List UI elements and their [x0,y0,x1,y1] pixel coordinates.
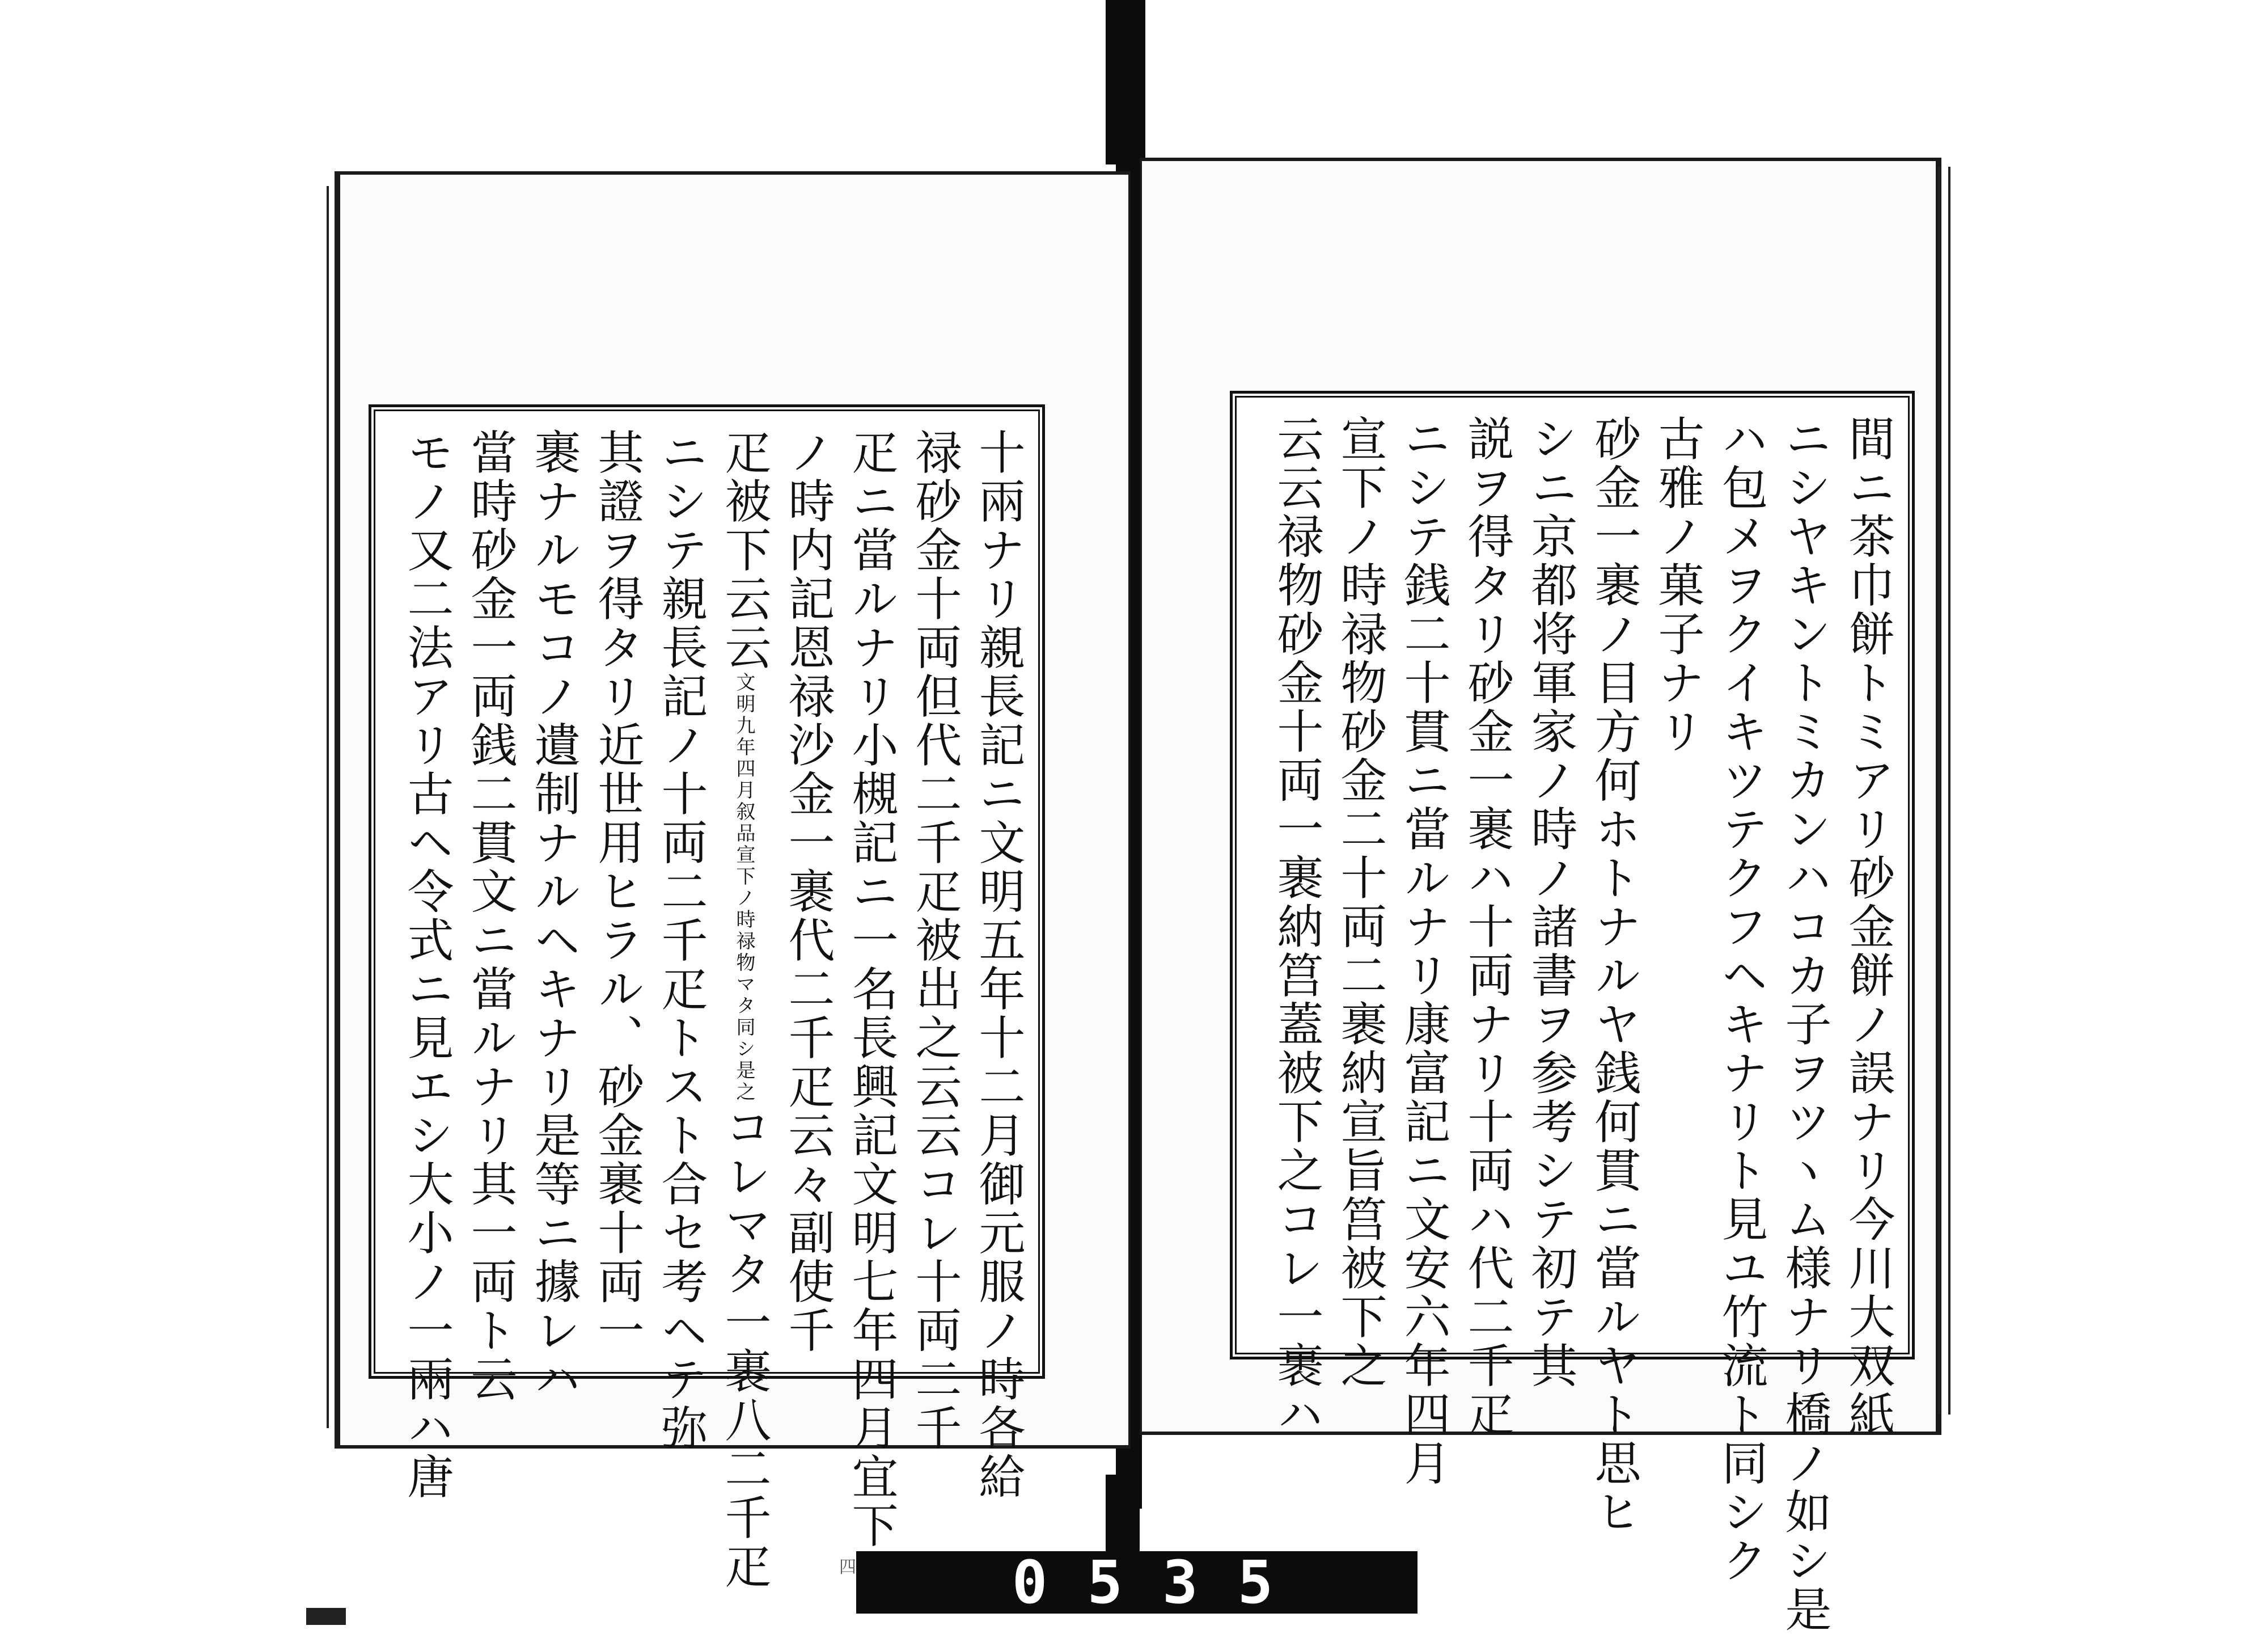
text-column: 疋ニ當ルナリ小槻記ニ一名長興記文明七年四月宜下 [844,428,898,1550]
book-spine-top [1106,0,1145,164]
text-column: 間ニ茶巾餅トミアリ砂金餅ノ誤ナリ今川大双紙 [1841,415,1895,1439]
text-column: 其證ヲ得タリ近世用ヒラル、砂金裹十両一 [590,428,644,1355]
right-text-columns [1237,398,1908,1634]
interlinear-note: 文明九年四月叙品宣下ノ時禄物マタ同シ是之 [733,672,755,1103]
text-column: ハ包メヲクイキツテクフヘキナリト見ユ竹流ト同シク [1714,415,1768,1585]
text-column: ノ時内記恩禄沙金一裹代二千疋云々副使千 [781,428,835,1355]
text-column: 禄砂金十両但代二千疋被出之云云コレ十両二千 [908,428,962,1453]
scan-edge-mark [306,1608,346,1625]
spine-bottom [1106,1475,1140,1554]
text-column-with-note [714,428,774,1591]
text-column: ニシテ銭二十貫ニ當ルナリ康富記ニ文安六年四月 [1397,415,1450,1488]
text-column: 古雅ノ菓子ナリ [1651,415,1704,756]
right-text-frame [1230,391,1915,1634]
text-column: 砂金一裹ノ目方何ホトナルヤ銭何貫ニ當ルヤト思ヒ [1587,415,1641,1536]
text-column: 宣下ノ時禄物砂金二十両二裹納宣旨筥被下之 [1333,415,1387,1390]
text-column: ニシヤキントミカンハコカ子ヲツヽム様ナリ橋ノ如シ是 [1778,415,1831,1634]
frame-number: 0535 [1012,1548,1313,1617]
text-column: シニ京都将軍家ノ時ノ諸書ヲ参考シテ初テ其 [1524,415,1577,1390]
text-column: モノ又二法アリ古ヘ令式ニ見エシ大小ノ一兩ハ唐 [400,428,454,1501]
text-column: 十兩ナリ親長記ニ文明五年十二月御元服ノ時各給 [971,428,1025,1501]
left-text-frame [369,404,1045,1591]
text-column: 當時砂金一両銭二貫文ニ當ルナリ其一両ト云 [463,428,517,1404]
column-text: 疋被下云云 [717,428,771,672]
text-column: 裹ナルモコノ遺制ナルヘキナリ是等ニ據レハ [527,428,581,1404]
left-page [335,171,1131,1591]
left-text-columns [375,411,1038,1591]
text-column: ニシテ親長記ノ十両二千疋トスト合セ考ヘテ弥 [654,428,708,1453]
page-folio-mark: 四 [839,1557,856,1577]
text-column: 説ヲ得タリ砂金一裹ハ十両ナリ十両ハ代二千疋 [1460,415,1514,1439]
text-column: 云云禄物砂金十両一裹納筥蓋被下之コレ一裹ハ [1270,415,1323,1439]
column-text-tail: コレマタ一裹八二千疋 [717,1103,771,1591]
